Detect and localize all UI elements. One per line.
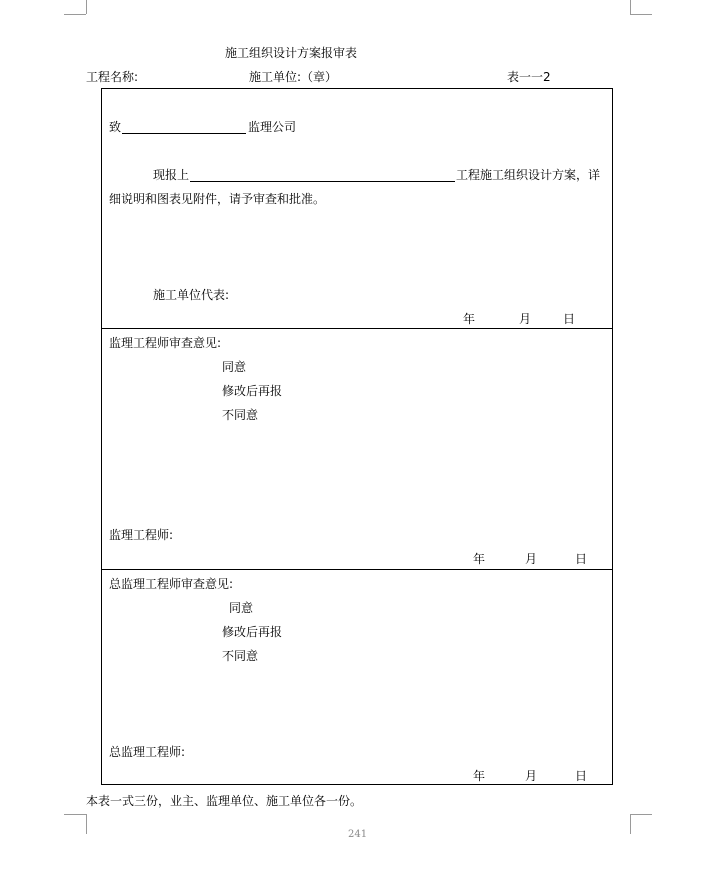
form-number: 表一一2 bbox=[507, 70, 551, 84]
date-year: 年 bbox=[463, 312, 476, 326]
submit-suffix: 工程施工组织设计方案，详 bbox=[456, 168, 601, 182]
to-suffix: 监理公司 bbox=[248, 120, 297, 134]
option-disagree[interactable]: 不同意 bbox=[222, 649, 259, 663]
section-divider bbox=[101, 328, 613, 329]
submit-line2: 细说明和图表见附件，请予审查和批准。 bbox=[109, 192, 326, 206]
option-disagree[interactable]: 不同意 bbox=[222, 408, 259, 422]
option-agree[interactable]: 同意 bbox=[222, 360, 247, 374]
contractor-label: 施工单位:（章） bbox=[249, 70, 338, 84]
date-day: 日 bbox=[563, 312, 576, 326]
engineer-signature-label: 监理工程师: bbox=[109, 528, 174, 542]
option-revise-resubmit[interactable]: 修改后再报 bbox=[222, 384, 283, 398]
form-title: 施工组织设计方案报审表 bbox=[225, 46, 358, 60]
project-name-label: 工程名称: bbox=[86, 70, 139, 84]
project-name-blank[interactable] bbox=[190, 181, 455, 182]
option-agree[interactable]: 同意 bbox=[229, 601, 254, 615]
page-number: 241 bbox=[348, 829, 368, 840]
supervisor-company-blank[interactable] bbox=[122, 133, 246, 134]
section-divider bbox=[101, 569, 613, 570]
date-day: 日 bbox=[575, 552, 588, 566]
date-month: 月 bbox=[525, 552, 538, 566]
to-prefix: 致 bbox=[109, 120, 122, 134]
contractor-rep-label: 施工单位代表: bbox=[153, 288, 230, 302]
date-month: 月 bbox=[525, 769, 538, 783]
chief-engineer-review-heading: 总监理工程师审查意见: bbox=[109, 577, 234, 591]
date-year: 年 bbox=[473, 552, 486, 566]
date-day: 日 bbox=[575, 769, 588, 783]
date-year: 年 bbox=[473, 769, 486, 783]
footer-note: 本表一式三份，业主、监理单位、施工单位各一份。 bbox=[86, 794, 363, 808]
chief-engineer-signature-label: 总监理工程师: bbox=[109, 745, 186, 759]
option-revise-resubmit[interactable]: 修改后再报 bbox=[222, 625, 283, 639]
engineer-review-heading: 监理工程师审查意见: bbox=[109, 336, 222, 350]
submit-prefix: 现报上 bbox=[153, 168, 190, 182]
date-month: 月 bbox=[519, 312, 532, 326]
